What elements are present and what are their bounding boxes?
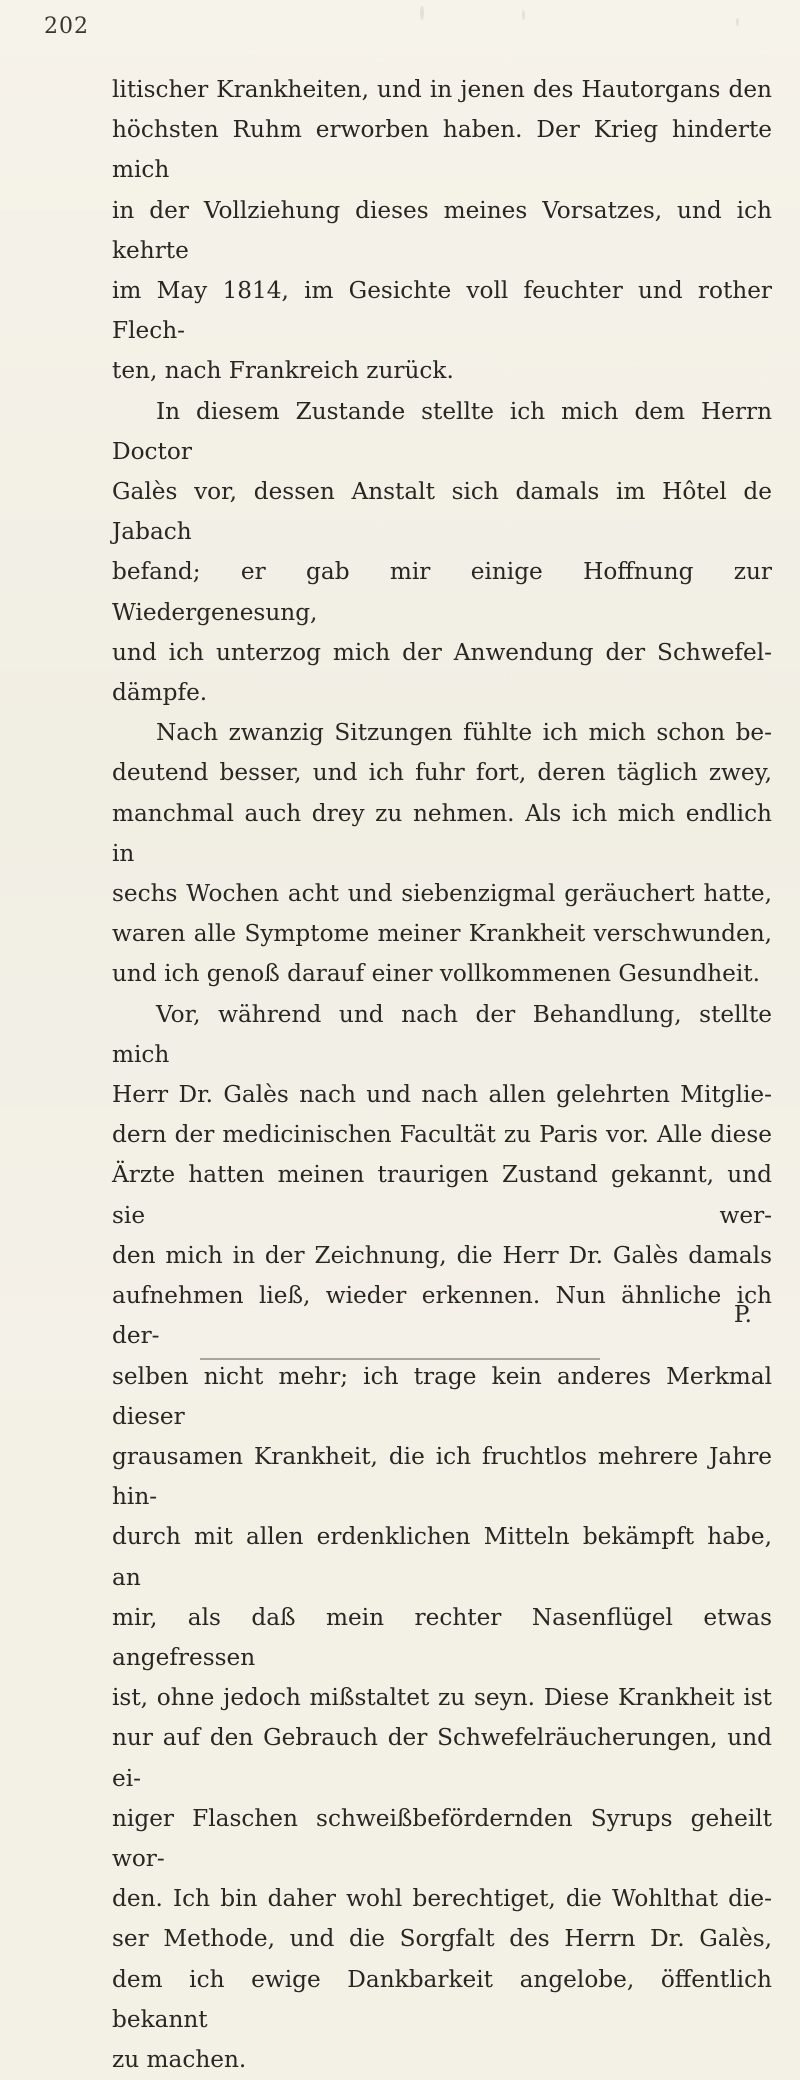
text-line: ser Methode, und die Sorgfalt des Herrn Dr. Galès, [112,1925,772,1953]
paragraph [112,713,772,994]
text-line: den. Ich bin daher wohl berechtiget, die Wohlthat die- [112,1885,772,1913]
body-text [112,70,772,2080]
text-line: befand; er gab mir einige Hoffnung zur Wiedergenesung, [112,558,772,626]
text-line: selben nicht mehr; ich trage kein anderes Merkmal dieser [112,1362,772,1430]
text-line: Galès vor, dessen Anstalt sich damals im Hôtel de Jabach [112,478,772,546]
paper-stain [736,18,739,26]
text-line: In diesem Zustande stellte ich mich dem Herrn Doctor [112,397,772,465]
text-line: sechs Wochen acht und siebenzigmal geräuchert hatte, [112,880,772,908]
text-line: nur auf den Gebrauch der Schwefelräucherungen, und ei- [112,1724,772,1792]
catchword: P. [733,1302,752,1328]
paragraph [112,70,772,392]
text-line: und ich genoß darauf einer vollkommenen Gesundheit. [112,960,760,988]
text-line: in der Vollziehung dieses meines Vorsatzes, und ich kehrte [112,196,772,264]
paragraph [112,392,772,714]
text-line: deutend besser, und ich fuhr fort, deren täglich zwey, [112,759,772,787]
text-line: durch mit allen erdenklichen Mitteln bekämpft habe, an [112,1523,772,1591]
text-line: dern der medicinischen Facultät zu Paris vor. Alle diese [112,1121,772,1149]
text-line: höchsten Ruhm erworben haben. Der Krieg hinderte mich [112,116,772,184]
text-line: dämpfe. [112,679,208,707]
text-line: dem ich ewige Dankbarkeit angelobe, öffentlich bekannt [112,1965,772,2033]
text-line: litischer Krankheiten, und in jenen des Hautorgans den [112,76,772,103]
paper-stain [420,6,424,20]
text-line: niger Flaschen schweißbefördernden Syrups geheilt wor- [112,1804,772,1872]
text-line: manchmal auch drey zu nehmen. Als ich mich endlich in [112,799,772,867]
text-line: aufnehmen ließ, wieder erkennen. Nun ähnliche ich der- [112,1282,772,1350]
text-line: waren alle Symptome meiner Krankheit verschwunden, [112,920,772,948]
text-line: im May 1814, im Gesichte voll feuchter und rother Flech- [112,277,772,345]
footer-rule [200,1358,600,1360]
text-line: Herr Dr. Galès nach und nach allen gelehrten Mitglie- [112,1081,772,1109]
text-line: grausamen Krankheit, die ich fruchtlos mehrere Jahre hin- [112,1442,772,1511]
text-line: Ärzte hatten meinen traurigen Zustand gekannt, und sie wer- [112,1161,772,1229]
text-line: den mich in der Zeichnung, die Herr Dr. Galès damals [112,1241,772,1269]
page-number: 202 [44,14,89,39]
paragraph [112,995,772,2080]
text-line: und ich unterzog mich der Anwendung der Schwefel- [112,638,772,666]
text-line: Nach zwanzig Sitzungen fühlte ich mich schon be- [156,719,772,747]
paper-stain [522,10,525,20]
text-line: mir, als daß mein rechter Nasenflügel etwas angefressen [112,1603,772,1671]
text-line: Vor, während und nach der Behandlung, stellte mich [112,1000,772,1068]
text-line: zu machen. [112,2045,247,2073]
text-line: ten, nach Frankreich zurück. [112,357,454,385]
text-line: ist, ohne jedoch mißstaltet zu seyn. Diese Krankheit ist [112,1684,772,1712]
